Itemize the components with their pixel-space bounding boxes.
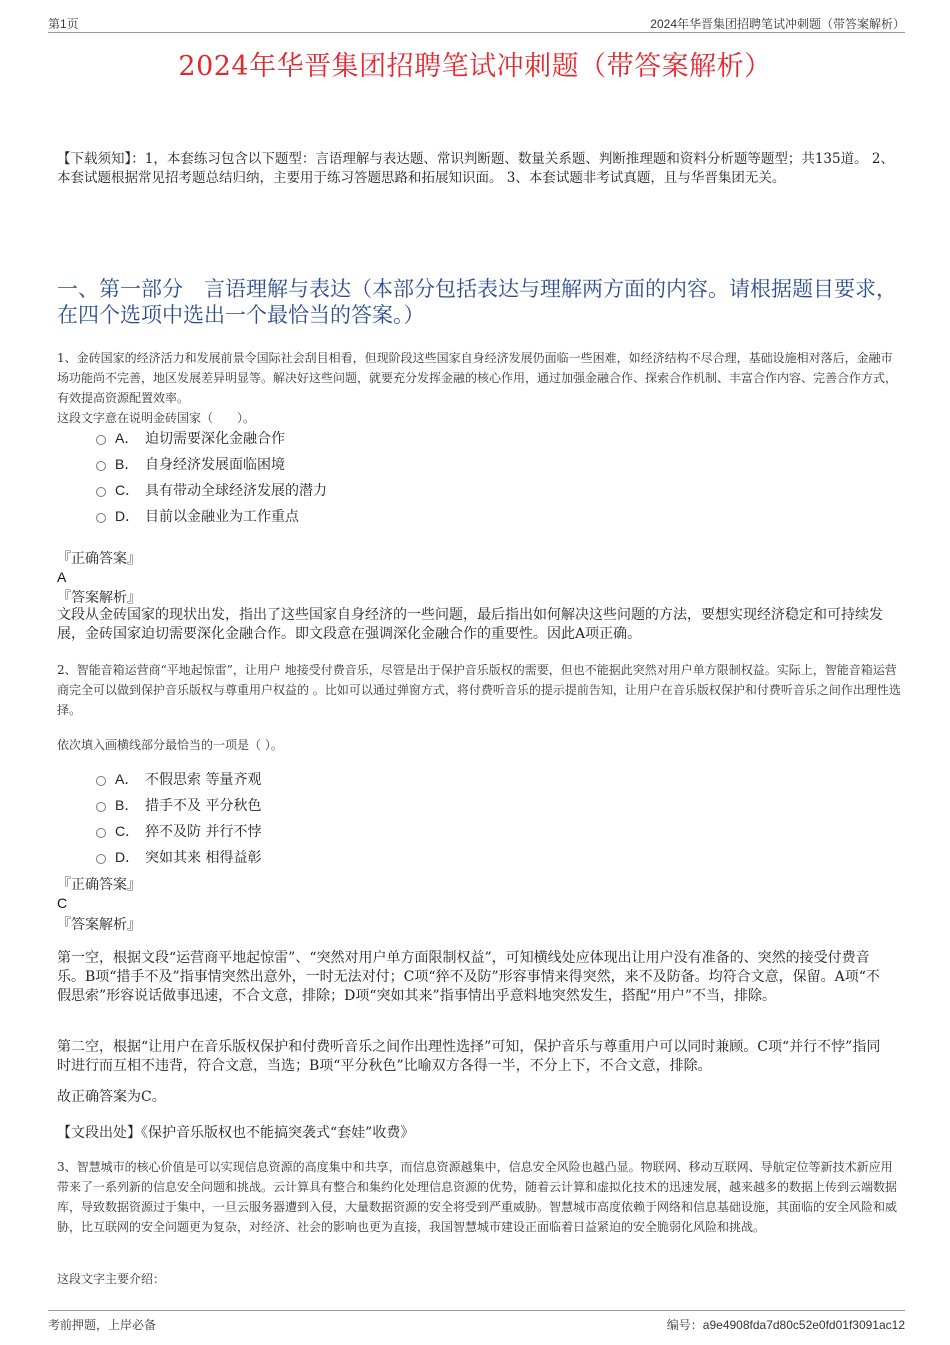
question-2-source: 【文段出处】《保护音乐版权也不能搞突袭式“套娃”收费》 xyxy=(57,1125,415,1141)
page-footer xyxy=(48,1310,905,1336)
option-c[interactable]: C． 猝不及防 并行不悖 xyxy=(96,818,261,844)
radio-button[interactable] xyxy=(96,461,106,471)
option-a[interactable]: A． 迫切需要深化金融合作 xyxy=(96,425,327,451)
option-b[interactable]: B． 自身经济发展面临困境 xyxy=(96,451,327,477)
radio-button[interactable] xyxy=(96,802,106,812)
radio-button[interactable] xyxy=(96,776,106,786)
question-2-analysis-label: 『答案解析』 xyxy=(57,917,141,933)
question-1-analysis: 文段从金砖国家的现状出发，指出了这些国家自身经济的一些问题，最后指出如何解决这些问题的方法，要想实现经济稳定和可持续发展，金砖国家迫切需要深化金融合作。即文段意在强调深化金融合作的重要性。因此A项正确。 xyxy=(57,607,883,642)
question-1-options xyxy=(96,425,327,529)
header-doc-title: 2024年华晋集团招聘笔试冲刺题（带答案解析） xyxy=(650,17,905,31)
question-1-prompt: 这段文字意在说明金砖国家（ ）。 xyxy=(57,411,256,425)
question-2-analysis-2: 第二空，根据“让用户在音乐版权保护和付费听音乐之间作出理性选择”可知，保护音乐与尊重用户可以同时兼顾。C项“并行不悖”指同时进行而互相不违背，符合文意，当选；B项“平分秋色”比喻双方各得一半，不分上下，不合文意，排除。 xyxy=(57,1039,881,1074)
question-2-analysis-1: 第一空，根据文段“运营商平地起惊雷”、“突然对用户单方面限制权益”，可知横线处应体现出让用户没有准备的、突然的接受付费音乐。B项“措手不及”指事情突然出意外，一时无法对付；C项“猝不及防”形容事情来得突然，来不及防备。均符合文意，保留。A项“不假思索”形容说话做事迅速，不合文意，排除；D项“突如其来”指事情出乎意料地突然发生，搭配“用户”不当，排除。 xyxy=(57,950,880,1004)
radio-button[interactable] xyxy=(96,513,106,523)
option-d[interactable]: D． 目前以金融业为工作重点 xyxy=(96,503,327,529)
option-b[interactable]: B． 措手不及 平分秋色 xyxy=(96,792,261,818)
page-header xyxy=(48,12,905,33)
option-a[interactable]: A． 不假思索 等量齐观 xyxy=(96,766,261,792)
radio-button[interactable] xyxy=(96,828,106,838)
question-1-answer-label: 『正确答案』 xyxy=(57,551,141,567)
document-code: 编号：a9e4908fda7d80c52e0fd01f3091ac12 xyxy=(666,1318,905,1332)
question-2-text: 2、智能音箱运营商“平地起惊雷”，让用户 地接受付费音乐，尽管是出于保护音乐版权的需要，但也不能据此突然对用户单方限制权益。实际上，智能音箱运营商完全可以做到保护音乐版权与尊重用户权益的 。比如可以通过弹窗方式，将付费听音乐的提示提前告知，让用户在音乐版权保护和付费听音乐之间作出理性选择。 xyxy=(57,663,901,717)
radio-button[interactable] xyxy=(96,487,106,497)
question-2-analysis-3: 故正确答案为C。 xyxy=(57,1089,166,1105)
document-title: 2024年华晋集团招聘笔试冲刺题（带答案解析） xyxy=(178,51,772,82)
option-c[interactable]: C． 具有带动全球经济发展的潜力 xyxy=(96,477,327,503)
question-2-answer-label: 『正确答案』 xyxy=(57,877,141,893)
page-number: 第1页 xyxy=(48,17,79,31)
question-2-prompt: 依次填入画横线部分最恰当的一项是（ ）。 xyxy=(57,738,283,752)
radio-button[interactable] xyxy=(96,435,106,445)
download-notice: 【下载须知】：1，本套练习包含以下题型：言语理解与表达题、常识判断题、数量关系题、判断推理题和资料分析题等题型；共135道。 2、本套试题根据常见招考题总结归纳，主要用于练习答题思路和拓展知识面。 3、本套试题非考试真题，且与华晋集团无关。 xyxy=(57,151,894,186)
question-1-answer: A xyxy=(57,569,67,585)
section-title: 一、第一部分 言语理解与表达（本部分包括表达与理解两方面的内容。请根据题目要求，在四个选项中选出一个最恰当的答案。） xyxy=(57,277,897,327)
question-3-prompt: 这段文字主要介绍： xyxy=(57,1272,166,1286)
option-d[interactable]: D． 突如其来 相得益彰 xyxy=(96,844,261,870)
radio-button[interactable] xyxy=(96,854,106,864)
question-2-options xyxy=(96,766,261,870)
question-2-answer: C xyxy=(57,895,68,911)
question-1-text: 1、金砖国家的经济活力和发展前景令国际社会刮目相看，但现阶段这些国家自身经济发展仍面临一些困难，如经济结构不尽合理，基础设施相对落后，金融市场功能尚不完善，地区发展差异明显等。解决好这些问题，就要充分发挥金融的核心作用，通过加强金融合作、探索合作机制、丰富合作内容、完善合作方式，有效提高资源配置效率。 xyxy=(57,351,898,405)
footer-slogan: 考前押题，上岸必备 xyxy=(48,1318,157,1332)
question-1-analysis-label: 『答案解析』 xyxy=(57,590,141,606)
question-3-text: 3、智慧城市的核心价值是可以实现信息资源的高度集中和共享，而信息资源越集中，信息安全风险也越凸显。物联网、移动互联网、导航定位等新技术新应用带来了一系列新的信息安全问题和挑战。云计算具有整合和集约化处理信息资源的优势，随着云计算和虚拟化技术的迅速发展，越来越多的数据上传到云端数据库，导致数据资源过于集中，一旦云服务器遭到入侵，大量数据资源的安全将受到严重威胁。智慧城市高度依赖于网络和信息基础设施，其面临的安全风险和威胁，比互联网的安全问题更为复杂，对经济、社会的影响也更为直接，我国智慧城市建设正面临着日益紧迫的安全脆弱化风险和挑战。 xyxy=(57,1160,898,1234)
